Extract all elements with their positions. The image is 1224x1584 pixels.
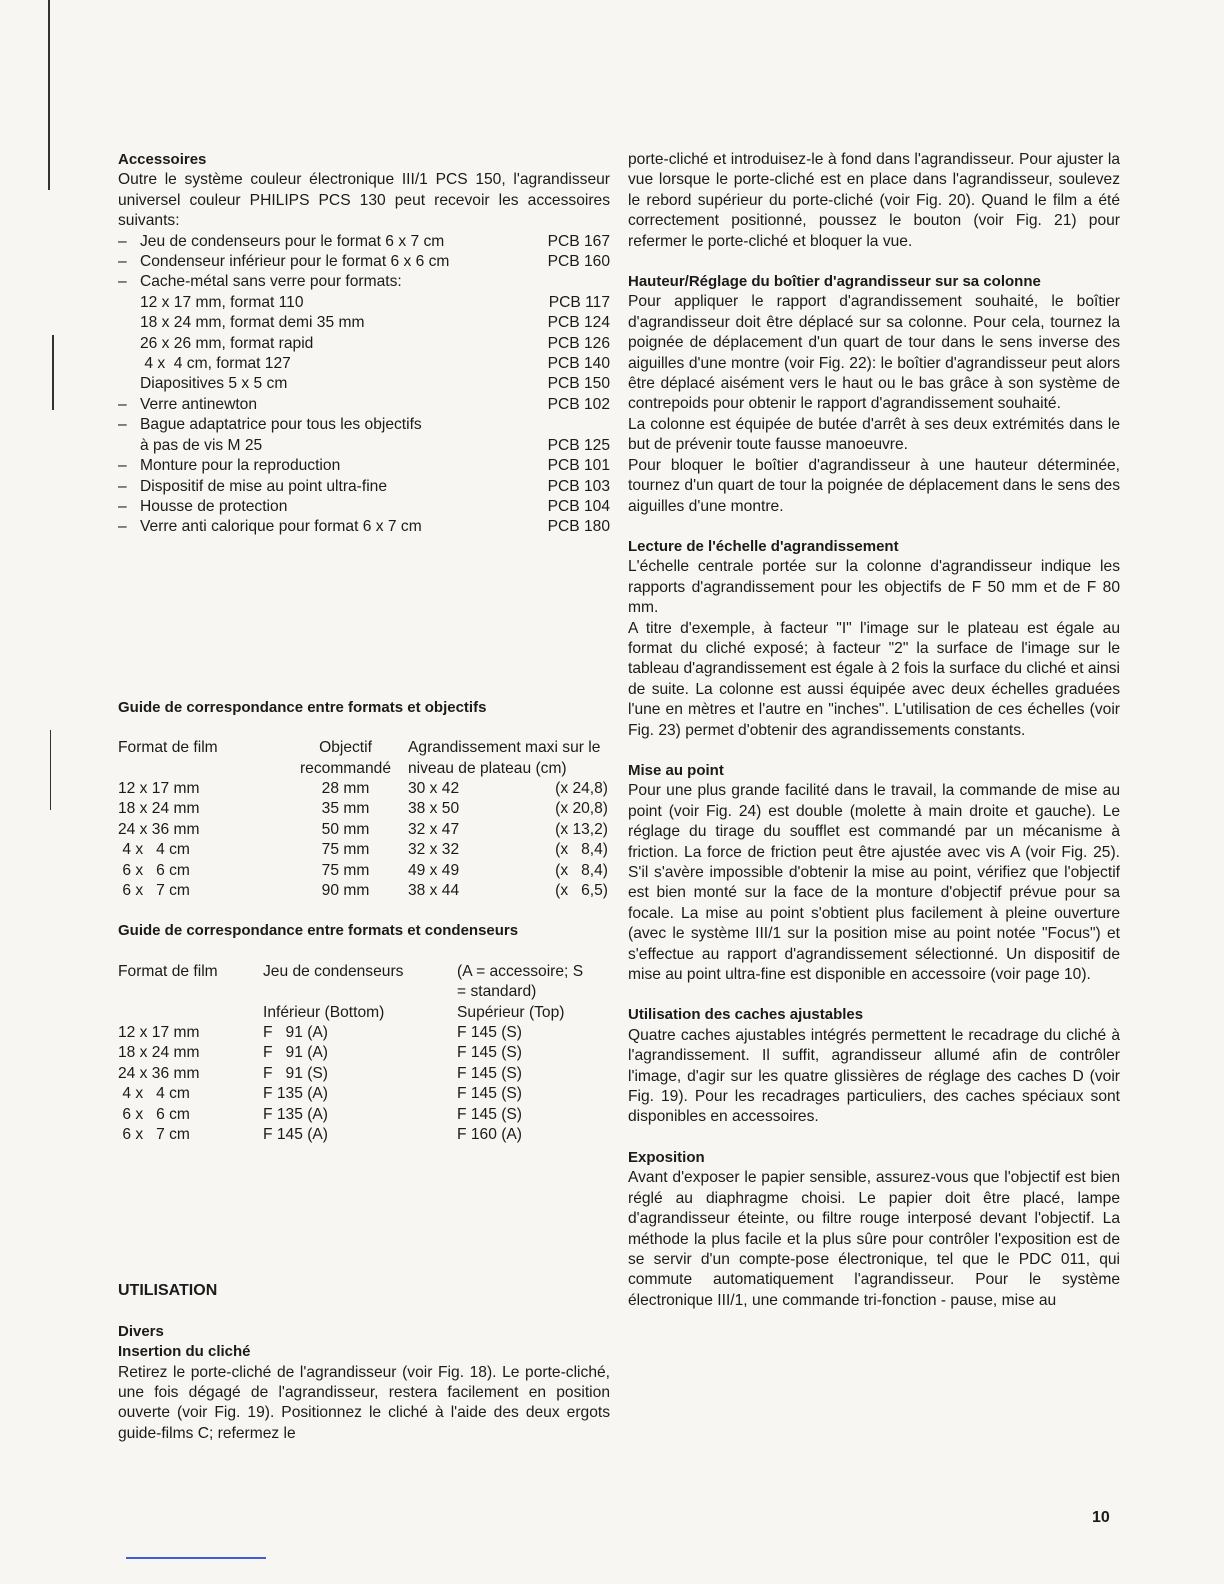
table-row	[118, 1023, 588, 1043]
accessory-code: PCB 117	[548, 293, 610, 311]
accessory-label: 18 x 24 mm, format demi 35 mm	[140, 314, 365, 332]
table-row	[118, 799, 608, 819]
accessory-item	[118, 334, 610, 354]
accessory-label: Diapositives 5 x 5 cm	[140, 375, 288, 393]
caches-title: Utilisation des caches ajustables	[628, 1006, 864, 1024]
accessory-dash: –	[118, 232, 127, 250]
objectif-cell: 90 mm	[321, 881, 370, 899]
inferieur-cell: F 91 (A)	[263, 1044, 328, 1062]
mise-au-point-title: Mise au point	[628, 761, 724, 779]
accessory-code: PCB 125	[547, 436, 610, 454]
factor-cell: (x 24,8)	[555, 779, 608, 797]
guide-objectifs-title: Guide de correspondance entre formats et objectifs	[118, 698, 487, 716]
exposition-title: Exposition	[628, 1148, 705, 1166]
format-cell: 12 x 17 mm	[118, 1024, 200, 1041]
accessory-code: PCB 103	[547, 477, 610, 495]
format-cell: 24 x 36 mm	[118, 1064, 200, 1082]
table-row	[118, 840, 608, 860]
insertion-text: Retirez le porte-cliché de l'agrandisseur (voir Fig. 18). Le porte-cliché, une fois dégagé de l'agrandisseur, restera facilement en position ouverte (voir Fig. 19). Positionnez le cliché à l'aide des deux ergots guide-films C; refermez le	[118, 1363, 610, 1442]
format-cell: 12 x 17 mm	[118, 779, 200, 797]
hauteur-title: Hauteur/Réglage du boîtier d'agrandisseur sur sa colonne	[628, 273, 1041, 291]
format-cell: 6 x 6 cm	[118, 1105, 190, 1123]
accessory-item	[118, 293, 610, 313]
accessory-label: Monture pour la reproduction	[140, 457, 341, 475]
table-row	[118, 881, 608, 901]
agrandissement-cell: 32 x 32	[408, 841, 460, 859]
objectif-cell: 50 mm	[321, 820, 370, 838]
accessory-item	[118, 354, 610, 374]
table-row	[118, 1125, 588, 1145]
accessory-label: Condenseur inférieur pour le format 6 x 6 cm	[140, 253, 450, 271]
page-number: 10	[1092, 1509, 1110, 1526]
format-cell: 24 x 36 mm	[118, 820, 200, 838]
col-header-format: Format de film	[118, 962, 218, 980]
accessory-dash	[118, 293, 140, 313]
accessory-dash: –	[118, 416, 127, 434]
lecture-title: Lecture de l'échelle d'agrandissement	[628, 537, 899, 555]
superieur-cell: F 145 (S)	[457, 1085, 522, 1103]
accessory-code: PCB 160	[547, 253, 610, 271]
binding-mark	[50, 730, 51, 810]
insertion-title: Insertion du cliché	[118, 1343, 251, 1361]
format-cell: 6 x 7 cm	[118, 1126, 190, 1144]
accessory-code: PCB 180	[547, 518, 610, 536]
format-cell: 18 x 24 mm	[118, 1044, 200, 1062]
table-row	[118, 861, 608, 881]
accessory-label: Verre anti calorique pour format 6 x 7 cm	[140, 518, 422, 536]
inferieur-cell: F 145 (A)	[263, 1126, 328, 1144]
superieur-cell: F 145 (S)	[457, 1105, 522, 1123]
accessory-code: PCB 140	[547, 355, 610, 373]
objectif-cell: 75 mm	[321, 861, 370, 879]
table-row	[118, 820, 608, 840]
sub-header-superieur: Supérieur (Top)	[457, 1003, 565, 1021]
hauteur-paragraph-2: La colonne est équipée de butée d'arrêt à ses deux extrémités dans le but de prévenir toute fausse manoeuvre.	[628, 415, 1120, 454]
accessory-dash: –	[118, 457, 127, 475]
accessory-code	[540, 415, 610, 435]
accessory-dash	[118, 374, 140, 394]
exposition-text: Avant d'exposer le papier sensible, assurez-vous que l'objectif est bien réglé au diaphragme choisi. Le papier doit être placé, lampe d'agrandisseur éteinte, ou filtre rouge interposé devant l'objectif. La méthode la plus facile et la plus sûre pour contrôler l'exposition est de se servir d'un compte-pose électronique, tel que le PDC 011, qui commute automatiquement l'agrandisseur. Pour le système électronique III/1, une commande tri-fonction - pause, mise au	[628, 1169, 1120, 1309]
inferieur-cell: F 91 (A)	[263, 1024, 328, 1041]
accessory-code: PCB 102	[547, 395, 610, 413]
superieur-cell: F 160 (A)	[457, 1126, 522, 1144]
accessory-dash	[118, 354, 140, 374]
accessoires-list	[118, 232, 610, 538]
accessory-label: Housse de protection	[140, 497, 288, 515]
left-column	[118, 150, 610, 1444]
accessory-code: PCB 101	[547, 457, 610, 475]
underline-mark	[126, 1557, 266, 1559]
caches-text: Quatre caches ajustables intégrés permettent le recadrage du cliché à l'agrandissement. Il suffit, agrandisseur allumé afin de contrôler l'image, d'agir sur les quatre glissières de réglage des caches D (voir Fig. 19). Pour les recadrages particuliers, des caches spéciaux sont disponibles en accessoires.	[628, 1026, 1120, 1126]
accessory-dash: –	[118, 395, 127, 413]
binding-mark	[48, 0, 50, 190]
col-header-jeu: Jeu de condenseurs	[263, 962, 404, 980]
agrandissement-cell: 38 x 44	[408, 881, 460, 899]
inferieur-cell: F 135 (A)	[263, 1085, 328, 1103]
table-row	[118, 779, 608, 799]
factor-cell: (x 8,4)	[555, 861, 608, 879]
accessory-item	[118, 313, 610, 333]
superieur-cell: F 145 (S)	[457, 1064, 522, 1082]
accessory-label: 26 x 26 mm, format rapid	[140, 334, 314, 352]
accessory-item	[118, 395, 610, 415]
accessoires-title: Accessoires	[118, 151, 207, 168]
agrandissement-cell: 49 x 49	[408, 861, 460, 879]
format-cell: 18 x 24 mm	[118, 800, 200, 818]
accessory-item	[118, 497, 610, 517]
accessory-item	[118, 456, 610, 476]
agrandissement-cell: 32 x 47	[408, 820, 460, 838]
accessory-item	[118, 252, 610, 272]
accessory-label: 4 x 4 cm, format 127	[140, 355, 291, 373]
accessory-label: Jeu de condenseurs pour le format 6 x 7 cm	[140, 232, 445, 250]
continuation-text: porte-cliché et introduisez-le à fond dans l'agrandisseur. Pour ajuster la vue lorsque le porte-cliché est en place dans l'agrandisseur, soulevez le rebord supérieur du porte-cliché (voir Fig. 20). Quand le film a été correctement positionné, poussez le bouton (voir Fig. 21) pour refermer le porte-cliché et bloquer la vue.	[628, 151, 1120, 250]
format-cell: 4 x 4 cm	[118, 841, 190, 859]
binding-mark	[52, 335, 54, 410]
superieur-cell: F 145 (S)	[457, 1044, 522, 1062]
col-header-objectif: Objectif recommandé	[299, 739, 391, 777]
accessory-label: à pas de vis M 25	[140, 436, 263, 454]
utilisation-title: UTILISATION	[118, 1282, 218, 1300]
accessory-dash: –	[118, 253, 127, 271]
accessory-item	[118, 477, 610, 497]
inferieur-cell: F 135 (A)	[263, 1105, 328, 1123]
hauteur-paragraph-3: Pour bloquer le boîtier d'agrandisseur à une hauteur déterminée, tournez d'un quart de tour la poignée de déplacement dans le sens des aiguilles d'une montre.	[628, 456, 1120, 515]
sub-header-inferieur: Inférieur (Bottom)	[263, 1003, 385, 1021]
col-header-agrandissement: Agrandissement maxi sur le niveau de plateau (cm)	[408, 739, 601, 777]
guide-condenseurs-title: Guide de correspondance entre formats et condenseurs	[118, 922, 519, 940]
accessory-item	[118, 374, 610, 394]
accessory-label: Verre antinewton	[140, 395, 258, 413]
format-cell: 6 x 7 cm	[118, 881, 190, 899]
objectif-cell: 28 mm	[321, 779, 370, 797]
accessory-label: Dispositif de mise au point ultra-fine	[140, 477, 388, 495]
guide-condenseurs-table	[118, 962, 588, 1146]
accessory-dash	[118, 334, 140, 354]
accessory-label: Bague adaptatrice pour tous les objectifs	[140, 416, 422, 434]
format-cell: 6 x 6 cm	[118, 861, 190, 879]
divers-title: Divers	[118, 1322, 164, 1340]
accessory-code: PCB 126	[547, 334, 610, 352]
factor-cell: (x 6,5)	[555, 881, 608, 899]
inferieur-cell: F 91 (S)	[263, 1064, 328, 1082]
accessory-code: PCB 167	[547, 232, 610, 250]
mise-au-point-text: Pour une plus grande facilité dans le travail, la commande de mise au point (voir Fig. 24) est double (molette à main droite et gauche). Le réglage du tirage du soufflet est commandé par un mécanisme à friction. La force de friction peut être ajustée avec vis A (voir Fig. 25). S'il s'avère impossible d'obtenir la mise au point, vérifiez que l'objectif est bien monté sur la face de la monture d'objectif prévue pour sa focale. La mise au point s'obtient plus facilement à pleine ouverture (avec le système III/1 sur la position mise au point notée "Focus") et s'effectue au rapport d'agrandissement sélectionné. Un dispositif de mise au point ultra-fine est disponible en accessoire (voir page 10).	[628, 782, 1120, 984]
accessory-dash: –	[118, 497, 127, 515]
table-row	[118, 1064, 588, 1084]
col-header-legend: (A = accessoire; S = standard)	[457, 962, 584, 1001]
accessoires-intro: Outre le système couleur électronique III/1 PCS 150, l'agrandisseur universel couleur PHILIPS PCS 130 peut recevoir les accessoires suivants:	[118, 171, 610, 230]
accessory-code: PCB 104	[547, 497, 610, 515]
accessory-dash: –	[118, 273, 127, 291]
accessory-label: Cache-métal sans verre pour formats:	[140, 273, 402, 291]
accessory-item	[118, 436, 610, 456]
format-cell: 4 x 4 cm	[118, 1085, 190, 1103]
agrandissement-cell: 30 x 42	[408, 779, 460, 797]
accessory-code	[540, 272, 610, 292]
table-row	[118, 1043, 588, 1063]
accessory-dash: –	[118, 518, 127, 536]
factor-cell: (x 20,8)	[555, 800, 608, 818]
accessory-item	[118, 415, 610, 435]
accessory-dash	[118, 436, 140, 456]
objectif-cell: 35 mm	[321, 800, 370, 818]
accessory-dash	[118, 313, 140, 333]
superieur-cell: F 145 (S)	[457, 1024, 522, 1041]
lecture-paragraph-1: L'échelle centrale portée sur la colonne d'agrandisseur indique les rapports d'agrandissement pour les objectifs de F 50 mm et de F 80 mm.	[628, 558, 1120, 617]
accessory-label: 12 x 17 mm, format 110	[140, 293, 304, 311]
factor-cell: (x 13,2)	[555, 820, 608, 838]
factor-cell: (x 8,4)	[555, 841, 608, 859]
table-row	[118, 1105, 588, 1125]
accessory-item	[118, 517, 610, 537]
accessory-item	[118, 232, 610, 252]
accessory-code: PCB 150	[547, 375, 610, 393]
accessory-item	[118, 272, 610, 292]
right-column	[628, 150, 1120, 1311]
hauteur-paragraph-1: Pour appliquer le rapport d'agrandissement souhaité, le boîtier d'agrandisseur doit être déplacé sur sa colonne. Pour cela, tournez la poignée de déplacement d'un quart de tour dans le sens inverse des aiguilles d'une montre (voir Fig. 22): le boîtier d'agrandisseur peut alors être déplacé aisément vers le haut ou le bas grâce à son système de contrepoids pour obtenir le rapport d'agrandissement souhaité.	[628, 293, 1120, 413]
accessory-dash: –	[118, 477, 127, 495]
table-row	[118, 1084, 588, 1104]
col-header-format: Format de film	[118, 739, 218, 757]
accessory-code: PCB 124	[547, 314, 610, 332]
guide-objectifs-table	[118, 738, 608, 901]
objectif-cell: 75 mm	[321, 841, 370, 859]
agrandissement-cell: 38 x 50	[408, 800, 460, 818]
lecture-paragraph-2: A titre d'exemple, à facteur "I" l'image sur le plateau est égale au format du cliché exposé; à facteur "2" la surface de l'image sur le tableau d'agrandissement est égale à 2 fois la surface du cliché et ainsi de suite. La colonne est aussi équipée avec deux échelles graduées l'une en mètres et l'autre en "inches". L'utilisation de ces échelles (voir Fig. 23) permet d'obtenir des agrandissements constants.	[628, 619, 1120, 739]
